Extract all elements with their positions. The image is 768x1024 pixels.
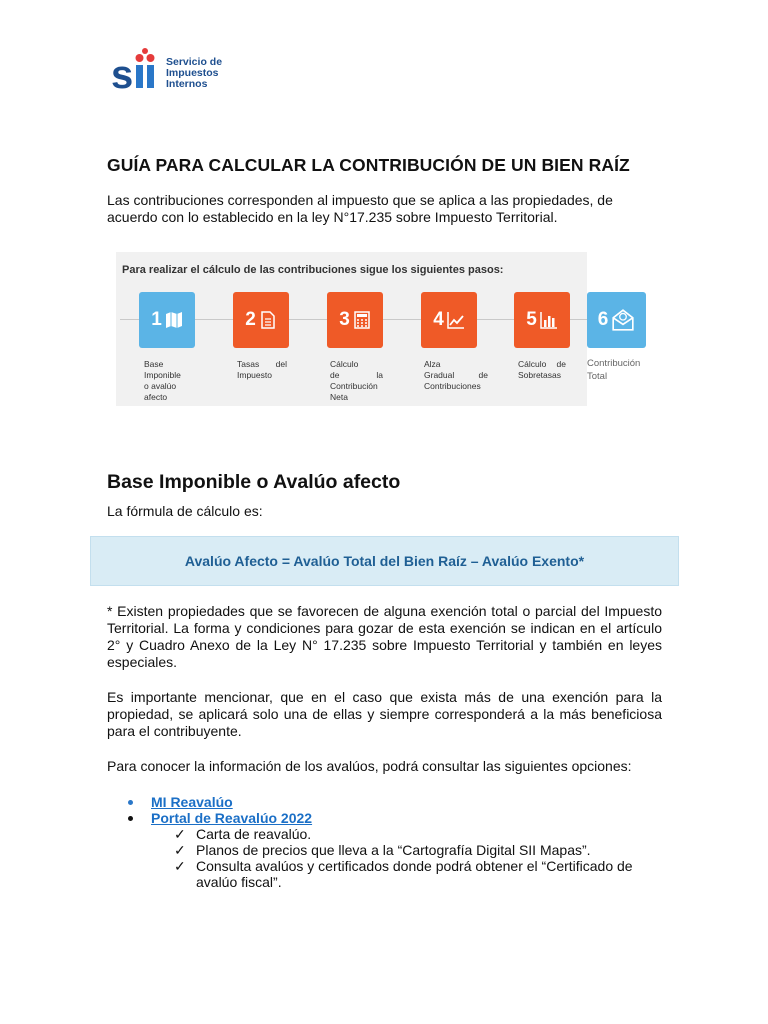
step-3-label-line: Contribución [330, 381, 378, 391]
important-paragraph: Es importante mencionar, que en el caso que exista más de una exención para la propiedad, se aplicará solo una de ellas y siempre corresponderá a la más beneficiosa para el contribuyente. [107, 689, 662, 739]
bar-chart-icon [540, 311, 558, 329]
step-1-label-line: Imponible [144, 370, 181, 380]
step-5-label-line: Sobretasas [518, 370, 561, 380]
formula-text: Avalúo Afecto = Avalúo Total del Bien Raíz – Avalúo Exento* [184, 553, 585, 569]
step-4-number: 4 [433, 309, 444, 330]
bullet-icon [128, 816, 133, 821]
step-1-label-line: Base [144, 359, 164, 369]
step-4-label-line: Gradual de [424, 370, 488, 380]
step-4-box[interactable] [421, 292, 477, 348]
step-6-number: 6 [597, 309, 609, 330]
logo-line-2: Impuestos [166, 67, 219, 79]
intro-paragraph: Las contribuciones corresponden al impuesto que se aplica a las propiedades, de acuerdo con lo establecido en la ley N°17.235 sobre Impuesto Territorial. [107, 192, 613, 225]
step-4-label-line: Alza [424, 359, 441, 369]
checkmark-icon: ✓ [174, 858, 186, 874]
step-6-label-line: Contribución [587, 358, 641, 369]
page-title: GUÍA PARA CALCULAR LA CONTRIBUCIÓN DE UN BIEN RAÍZ [107, 155, 630, 175]
svg-text:s: s [111, 53, 134, 96]
steps-title: Para realizar el cálculo de las contribuciones sigue los siguientes pasos: [122, 264, 504, 276]
step-1-box[interactable] [139, 292, 195, 348]
list-item [128, 810, 312, 826]
trend-chart-icon [447, 311, 465, 329]
step-6-box[interactable] [587, 292, 646, 348]
checkmark-icon: ✓ [174, 826, 186, 842]
list-item [174, 858, 644, 890]
exemption-note: * Existen propiedades que se favorecen de alguna exención total o parcial del Impuesto Territorial. La forma y condiciones para gozar de esta exención se indican en el artículo 2° y Cuadro Anexo de la Ley N° 17.235 sobre Impuesto Territorial y también en leyes especiales. [107, 603, 662, 670]
check-item-text: Carta de reavalúo. [196, 826, 312, 842]
step-4-label [424, 359, 488, 392]
step-2-label-line: Tasas del [237, 359, 287, 369]
document-icon [259, 311, 277, 329]
formula-box [90, 536, 679, 586]
logo-text [166, 57, 222, 90]
portal-features-list [174, 826, 644, 890]
step-3-label-line: Cálculo [330, 359, 359, 369]
step-6-label [587, 357, 640, 383]
mi-reavaluo-link[interactable]: MI Reavalúo [151, 794, 233, 810]
list-item [174, 826, 644, 842]
step-3-label-line: Neta [330, 392, 348, 402]
calculator-icon [353, 311, 371, 329]
list-item [128, 794, 312, 810]
map-icon [165, 311, 183, 329]
section-title: Base Imponible o Avalúo afecto [107, 471, 401, 493]
check-item-text: Consulta avalúos y certificados donde podrá obtener el “Certificado de avalúo fiscal”. [196, 858, 633, 890]
logo-line-1: Servicio de [166, 56, 223, 68]
step-5-label [518, 359, 566, 381]
step-3-label-line: de la [330, 370, 383, 380]
checkmark-icon: ✓ [174, 842, 186, 858]
step-5-box[interactable] [514, 292, 570, 348]
step-3-label [330, 359, 383, 403]
step-1-label-line: o avalúo [144, 381, 177, 391]
formula-intro: La fórmula de cálculo es: [107, 503, 263, 519]
options-list [128, 794, 312, 826]
step-3-number: 3 [339, 309, 350, 330]
step-2-box[interactable] [233, 292, 289, 348]
step-2-number: 2 [245, 309, 256, 330]
step-3-box[interactable] [327, 292, 383, 348]
step-1-label-line: afecto [144, 392, 168, 402]
envelope-icon [611, 308, 635, 332]
logo-line-3: Internos [166, 78, 208, 90]
bullet-icon [128, 800, 133, 805]
step-1-label [144, 359, 181, 403]
step-5-label-line: Cálculo de [518, 359, 566, 369]
step-2-label-line: Impuesto [237, 370, 272, 380]
step-4-label-line: Contribuciones [424, 381, 481, 391]
check-item-text: Planos de precios que lleva a la “Cartografía Digital SII Mapas”. [196, 842, 591, 858]
step-1-number: 1 [151, 309, 162, 330]
steps-panel [116, 252, 587, 406]
step-5-number: 5 [526, 309, 537, 330]
step-2-label [237, 359, 287, 381]
portal-reavaluo-link[interactable]: Portal de Reavalúo 2022 [151, 810, 313, 826]
options-intro: Para conocer la información de los avalúos, podrá consultar las siguientes opciones: [107, 758, 632, 774]
step-6-label-line: Total [587, 371, 608, 382]
list-item [174, 842, 644, 858]
